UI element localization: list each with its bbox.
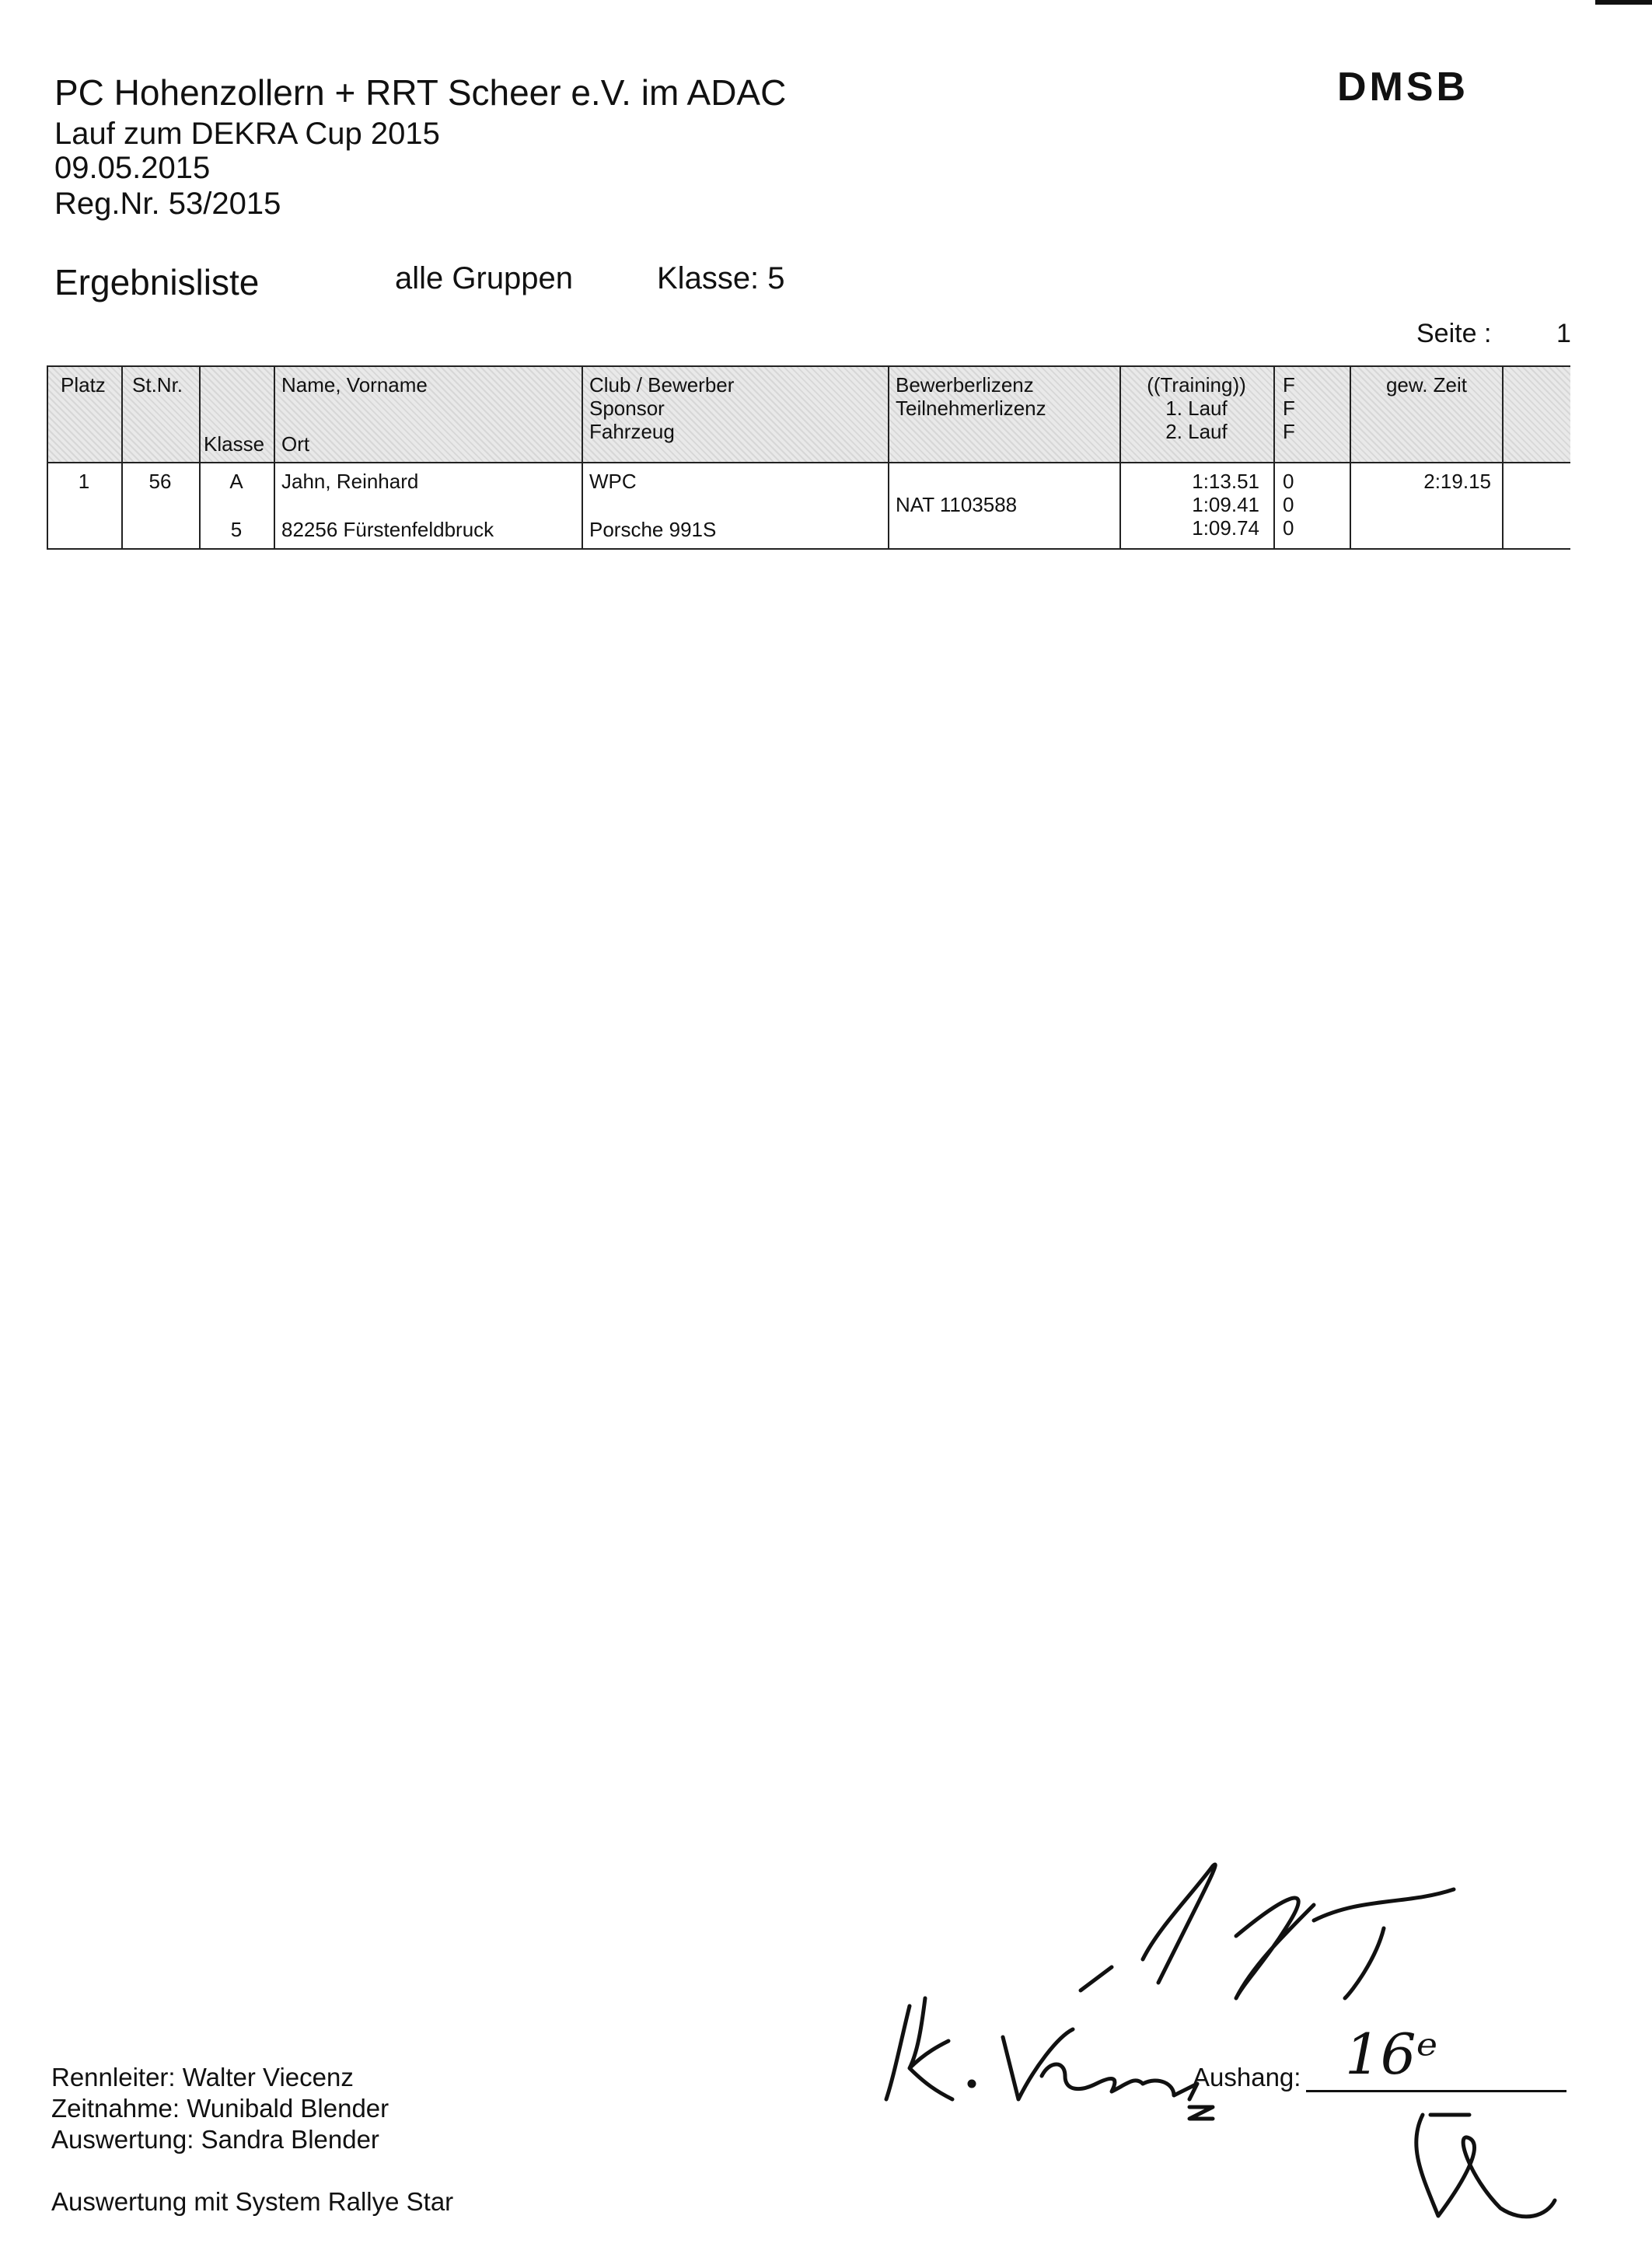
table-top-border [47, 365, 1570, 367]
header-teilnehmerlizenz: Teilnehmerlizenz [896, 397, 1046, 420]
row-training: 1:13.51 [1192, 470, 1259, 493]
header-sponsor: Sponsor [589, 397, 665, 420]
row-f-lauf1: 0 [1283, 493, 1294, 516]
results-table [47, 365, 1570, 550]
header-fahrzeug: Fahrzeug [589, 420, 675, 443]
table-bottom-border [47, 548, 1570, 550]
col-divider [274, 365, 275, 550]
header-lauf1: 1. Lauf [1165, 397, 1228, 420]
header-klasse: Klasse [204, 432, 265, 456]
groups-label: alle Gruppen [395, 261, 574, 295]
row-platz: 1 [78, 470, 90, 493]
page-number: 1 [1556, 319, 1571, 348]
row-f-training: 0 [1283, 470, 1294, 493]
row-name: Jahn, Reinhard [281, 470, 419, 493]
dmsb-logo: DMSB [1337, 65, 1469, 110]
signature-icon [878, 1850, 1578, 2255]
event-date: 09.05.2015 [54, 151, 211, 185]
list-title: Ergebnisliste [54, 262, 260, 302]
aushang-label: Aushang: [1193, 2063, 1301, 2092]
aushang-value: 16ᵉ [1345, 2022, 1438, 2087]
col-divider [121, 365, 123, 550]
rennleiter-line: Rennleiter: Walter Viecenz [51, 2063, 354, 2092]
klasse-label: Klasse: 5 [657, 261, 785, 295]
col-divider [582, 365, 583, 550]
row-stnr: 56 [148, 470, 172, 493]
header-f-lauf1: F [1283, 397, 1295, 420]
row-lizenz: NAT 1103588 [896, 493, 1018, 516]
header-training: ((Training)) [1147, 373, 1246, 397]
row-klasse: 5 [230, 518, 243, 541]
table-header-background [47, 365, 1570, 462]
header-f-training: F [1283, 373, 1295, 397]
col-divider [888, 365, 889, 550]
row-f-lauf2: 0 [1283, 516, 1294, 540]
organizer-title: PC Hohenzollern + RRT Scheer e.V. im ADAC [54, 72, 787, 113]
system-line: Auswertung mit System Rallye Star [51, 2187, 454, 2216]
page-label: Seite : [1416, 319, 1492, 348]
row-club: WPC [589, 470, 637, 493]
header-lauf2: 2. Lauf [1165, 420, 1228, 443]
auswertung-line: Auswertung: Sandra Blender [51, 2125, 379, 2154]
header-club: Club / Bewerber [589, 373, 735, 397]
header-stnr: St.Nr. [132, 373, 183, 397]
row-gew-zeit: 2:19.15 [1423, 470, 1491, 493]
corner-mark [1595, 0, 1652, 5]
header-platz: Platz [61, 373, 106, 397]
col-divider [47, 365, 48, 550]
row-lauf1: 1:09.41 [1192, 493, 1259, 516]
zeitnahme-line: Zeitnahme: Wunibald Blender [51, 2094, 389, 2123]
col-divider [1502, 365, 1504, 550]
row-fahrzeug: Porsche 991S [589, 518, 717, 541]
event-name: Lauf zum DEKRA Cup 2015 [54, 117, 440, 151]
row-gruppe: A [229, 470, 243, 493]
registration-number: Reg.Nr. 53/2015 [54, 187, 281, 221]
header-gew-zeit: gew. Zeit [1385, 373, 1468, 397]
col-divider [1273, 365, 1275, 550]
header-f-lauf2: F [1283, 420, 1295, 443]
table-header-border [47, 462, 1570, 463]
header-name: Name, Vorname [281, 373, 428, 397]
header-bewerberlizenz: Bewerberlizenz [896, 373, 1034, 397]
header-ort: Ort [281, 432, 310, 456]
row-ort: 82256 Fürstenfeldbruck [281, 518, 494, 541]
row-lauf2: 1:09.74 [1192, 516, 1259, 540]
